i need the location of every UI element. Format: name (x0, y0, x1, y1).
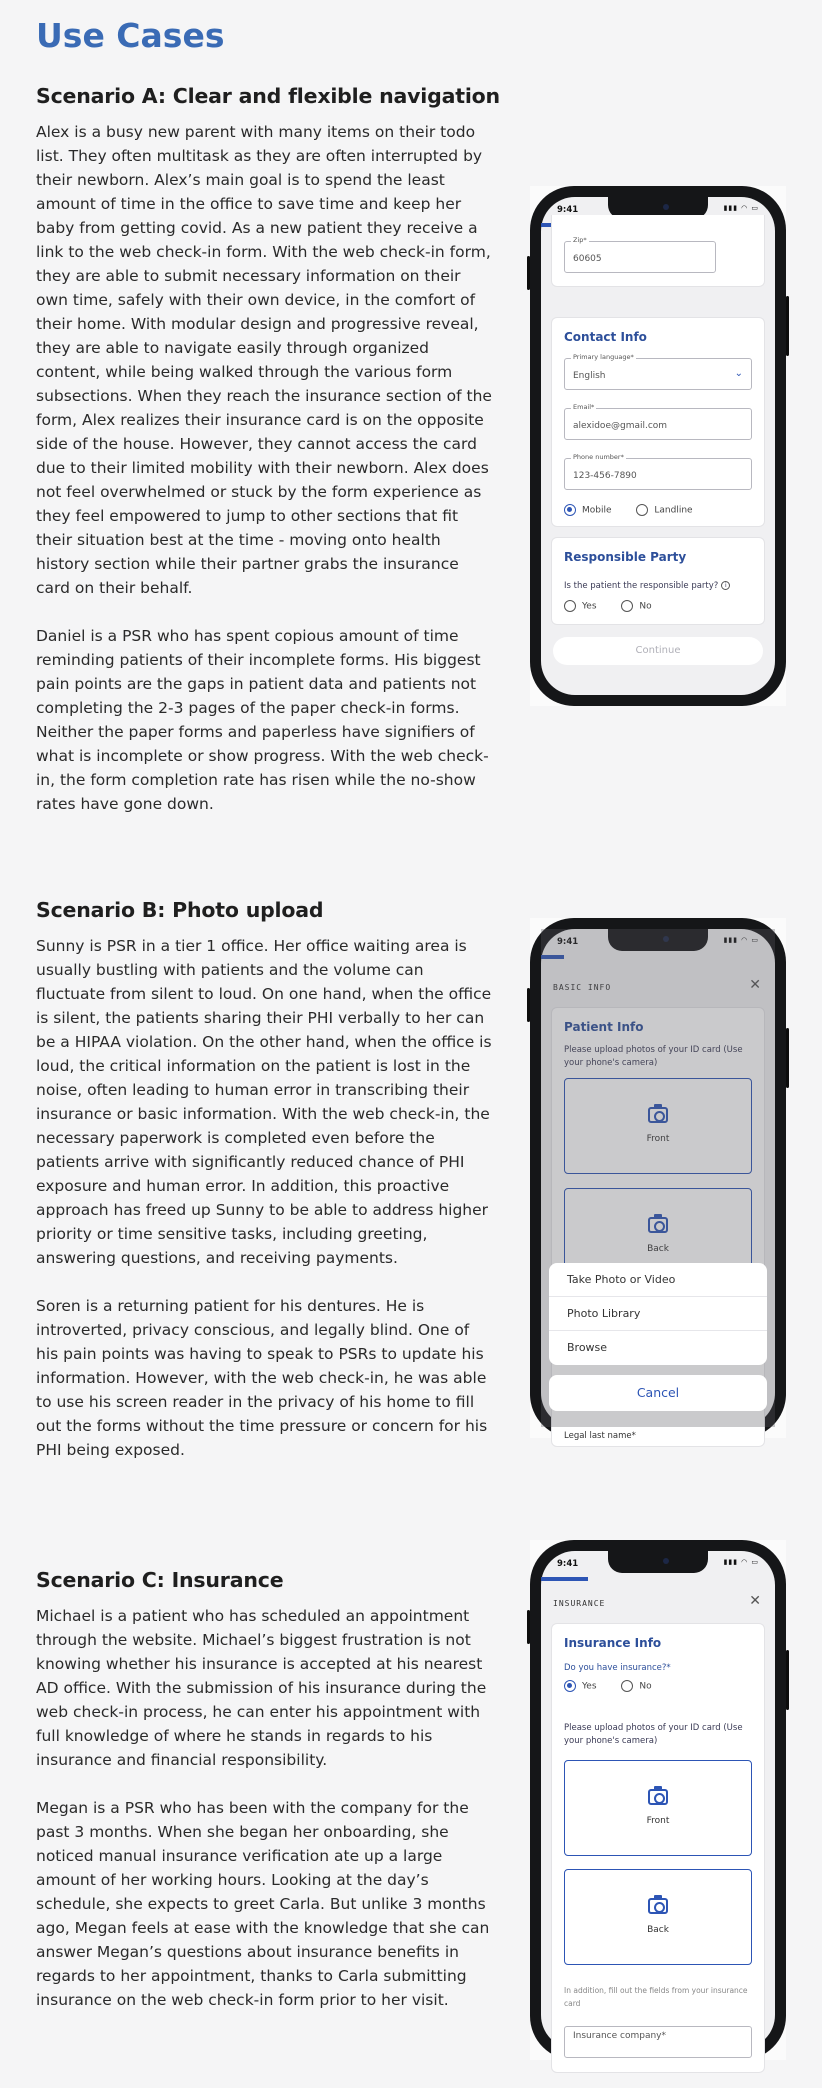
upload-back-button[interactable] (564, 1869, 752, 1965)
fields-note: In addition, fill out the fields from your insurance card (564, 1986, 748, 2008)
language-label: Primary language* (573, 353, 634, 361)
insurance-company-hint: Insurance company* (573, 2031, 666, 2041)
radio-yes[interactable] (564, 600, 597, 612)
signal-wifi-battery-icon: ▮▮▮ ◠ ▭ (723, 1558, 759, 1566)
insurance-company-select[interactable] (564, 2026, 752, 2058)
zip-input[interactable] (564, 236, 716, 273)
radio-yes[interactable] (564, 1680, 597, 1692)
email-input[interactable] (564, 403, 752, 440)
radio-mobile[interactable] (564, 504, 612, 516)
section-label: BASIC INFO (553, 983, 612, 992)
radio-unselected-icon (636, 504, 648, 516)
radio-unselected-icon (564, 600, 576, 612)
phone-mockup-photo-upload (530, 918, 786, 1441)
zip-label: Zip* (573, 236, 587, 244)
upload-front-label: Front (646, 1816, 670, 1826)
language-value: English (573, 371, 606, 381)
patient-info-title: Patient Info (564, 1020, 644, 1034)
radio-yes-label: Yes (582, 1681, 597, 1692)
form-progress-bar (541, 1577, 588, 1581)
insurance-radio-group (564, 1680, 674, 1692)
responsible-party-card (551, 537, 765, 625)
close-icon[interactable]: ✕ (749, 977, 761, 993)
responsible-party-title: Responsible Party (564, 550, 687, 564)
radio-no[interactable] (621, 600, 651, 612)
radio-landline[interactable] (636, 504, 692, 516)
phone-mockup-contact (530, 186, 786, 706)
phone-screen (541, 1551, 775, 2049)
responsible-question-text: Is the patient the responsible party? (564, 581, 719, 591)
section-label: INSURANCE (553, 1599, 606, 1608)
photo-library-option[interactable]: Photo Library (549, 1297, 767, 1331)
phone-number-label: Phone number* (573, 453, 624, 461)
camera-icon (648, 1898, 668, 1914)
radio-yes-label: Yes (582, 601, 597, 612)
radio-no-label: No (639, 601, 652, 612)
scenario-b-heading: Scenario B: Photo upload (36, 898, 324, 922)
contact-info-title: Contact Info (564, 330, 647, 344)
phone-screen (541, 197, 775, 695)
upload-back-label: Back (647, 1925, 669, 1935)
last-name-hint: Legal last name* (564, 1431, 636, 1441)
phone-number-input[interactable] (564, 453, 752, 490)
close-icon[interactable]: ✕ (749, 1593, 761, 1609)
chevron-down-icon: ⌄ (734, 368, 743, 379)
radio-mobile-label: Mobile (582, 505, 612, 516)
phone-number-value: 123-456-7890 (573, 471, 637, 481)
phone-mockup-insurance (530, 1540, 786, 2060)
address-card (551, 215, 765, 287)
phone-notch (608, 1551, 708, 1573)
take-photo-option[interactable]: Take Photo or Video (549, 1263, 767, 1297)
primary-language-select[interactable] (564, 353, 752, 390)
scenario-c-paragraph-1: Michael is a patient who has scheduled an appointment through the website. Michael’s biggest frustration is not knowing whether his insurance is accepted at his nearest AD office. With the submission of his insurance during the web check-in process, he can enter his appointment with full knowledge of where he stands in regards to his insurance and financial responsibility. (36, 1607, 487, 1769)
scenario-c-paragraph-2: Megan is a PSR who has been with the company for the past 3 months. When she began her onboarding, she noticed manual insurance verification ate up a large amount of her working hours. Looking at the day’s schedule, she expects to greet Carla. But unlike 3 months ago, Megan feels at ease with the knowledge that she can answer Megan’s questions about insurance benefits in regards to her appointment, thanks to Carla submitting insurance on the web check-in form prior to her visit. (36, 1799, 490, 2009)
contact-info-card (551, 317, 765, 527)
phone-frame (530, 918, 786, 1441)
upload-instruction: Please upload photos of your ID card (Use your phone's camera) (564, 1045, 743, 1068)
phone-frame (530, 1540, 786, 2060)
insurance-question: Do you have insurance?* (564, 1663, 671, 1673)
responsible-party-radio-group (564, 600, 674, 612)
scenario-b-paragraph-1: Sunny is PSR in a tier 1 office. Her office waiting area is usually bustling with patients and the volume can fluctuate from silent to loud. On one hand, when the office is silent, the patients sharing their PHI verbally to her can be a HIPAA violation. On the other hand, when the office is loud, the critical information on the patient is lost in the noise, often leading to human error in transcribing their insurance or basic information. With the web check-in, the necessary paperwork is completed even before the patients arrive with significantly reduced chance of PHI exposure and human error. In addition, this proactive approach has freed up Sunny to be able to address higher priority or time sensitive tasks, including greeting, answering questions, and receiving payments. (36, 937, 492, 1267)
upload-front-label: Front (646, 1134, 670, 1144)
cancel-button[interactable]: Cancel (549, 1375, 767, 1411)
status-time: 9:41 (557, 205, 579, 215)
radio-no-label: No (639, 1681, 652, 1692)
info-icon[interactable]: i (721, 581, 730, 590)
scenario-b-paragraph-2: Soren is a returning patient for his dentures. He is introverted, privacy conscious, and legally blind. One of his pain points was having to speak to PSRs to update his information. However, with the web check-in, he was able to use his screen reader in the privacy of his home to fill out the forms without the time pressure or concern for his PHI being exposed. (36, 1297, 488, 1459)
camera-icon (648, 1789, 668, 1805)
radio-no[interactable] (621, 1680, 651, 1692)
page-title: Use Cases (36, 16, 225, 55)
email-value: alexidoe@gmail.com (573, 421, 668, 431)
responsible-party-question (564, 580, 752, 593)
insurance-info-title: Insurance Info (564, 1636, 662, 1650)
status-time: 9:41 (557, 1559, 579, 1569)
upload-front-button[interactable] (564, 1760, 752, 1856)
zip-value: 60605 (573, 254, 602, 264)
radio-selected-icon (564, 504, 576, 516)
scenario-a-heading: Scenario A: Clear and flexible navigation (36, 84, 500, 108)
continue-button[interactable]: Continue (553, 637, 763, 665)
phone-type-radio-group (564, 504, 715, 516)
upload-back-label: Back (647, 1244, 669, 1254)
scenario-c-heading: Scenario C: Insurance (36, 1568, 284, 1592)
scenario-a-paragraph-1: Alex is a busy new parent with many items on their todo list. They often multitask as they are often interrupted by their newborn. Alex’s main goal is to spend the least amount of time in the office to save time and keep her baby from getting covid. As a new patient they receive a link to the web check-in form. With the web check-in form, they are able to submit necessary information on their own time, safely with their own device, in the comfort of their home. With modular design and progressive reveal, they are able to navigate easily through organized content, while being walked through the various form subsections. When they reach the insurance section of the form, Alex realizes their insurance card is on the opposite side of the house. However, they cannot access the card due to their limited mobility with their newborn. Alex does not feel overwhelmed or stuck by the form experience as they feel empowered to jump to other sections that fit their situation best at the time - moving onto health history section while their partner grabs the insurance card on their behalf. (36, 123, 492, 597)
signal-wifi-battery-icon: ▮▮▮ ◠ ▭ (723, 204, 759, 212)
radio-unselected-icon (621, 1680, 633, 1692)
signal-wifi-battery-icon: ▮▮▮ ◠ ▭ (723, 936, 759, 944)
email-label: Email* (573, 403, 595, 411)
browse-option[interactable]: Browse (567, 1341, 608, 1354)
photo-action-sheet (549, 1263, 767, 1365)
upload-instruction: Please upload photos of your ID card (Use your phone's camera) (564, 1723, 743, 1746)
status-time: 9:41 (557, 937, 579, 947)
phone-screen (541, 929, 775, 1441)
radio-selected-icon (564, 1680, 576, 1692)
radio-unselected-icon (621, 600, 633, 612)
scenario-a-paragraph-2: Daniel is a PSR who has spent copious amount of time reminding patients of their incomplete forms. His biggest pain points are the gaps in patient data and patients not completing the 2-3 pages of the paper check-in forms. Neither the paper forms and paperless have signifiers of what is incomplete or show progress. With the web check-in, the form completion rate has risen while the no-show rates have gone down. (36, 627, 489, 813)
insurance-info-card (551, 1623, 765, 2073)
radio-landline-label: Landline (654, 505, 693, 516)
phone-frame (530, 186, 786, 706)
